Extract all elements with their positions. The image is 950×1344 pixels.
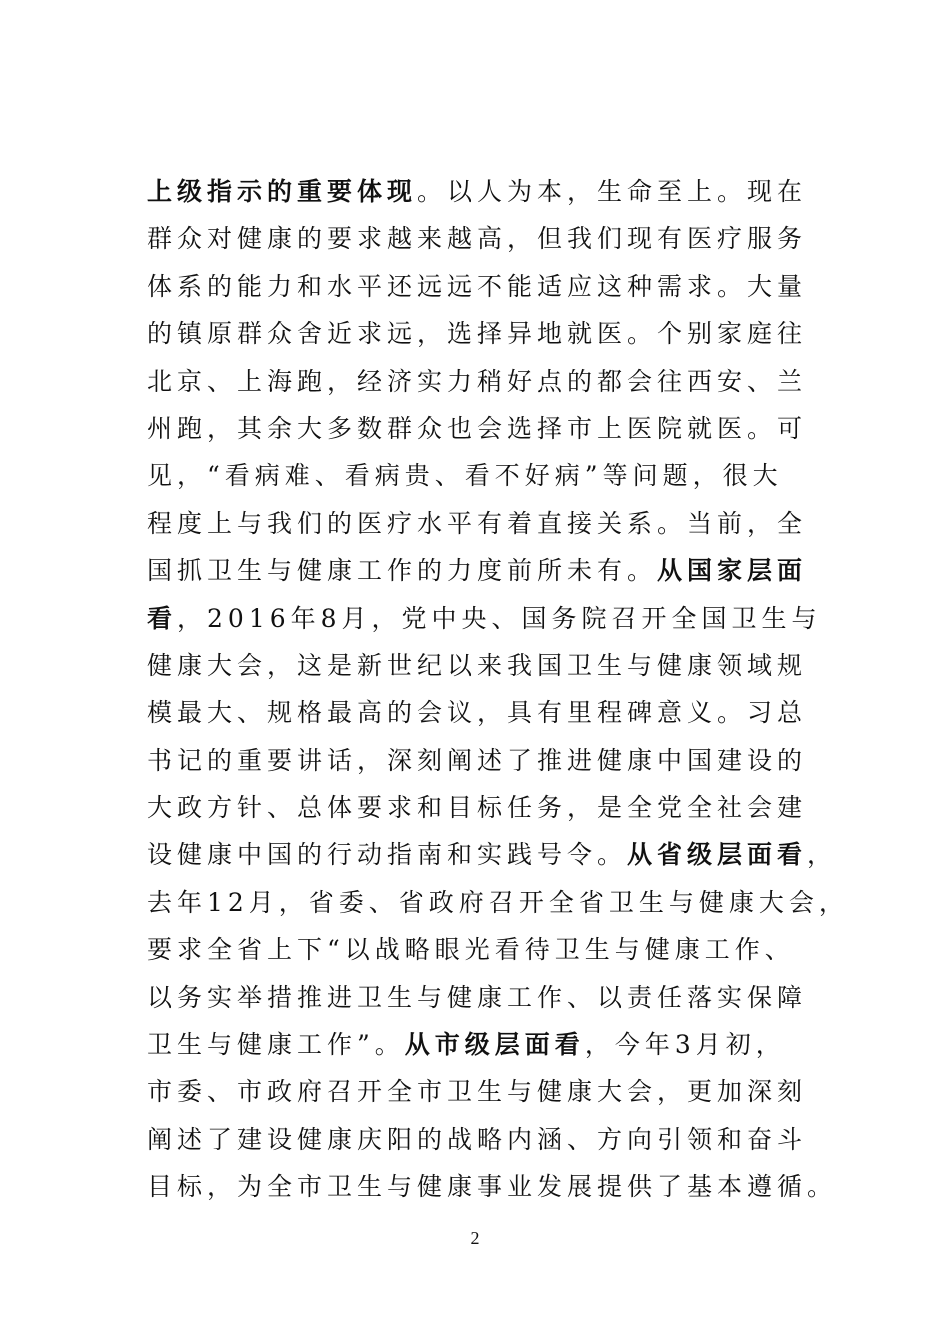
text-run: 书记的重要讲话，深刻阐述了推进健康中国建设的 <box>147 745 808 775</box>
text-line <box>147 547 847 594</box>
text-run: 的镇原群众舍近求远，选择异地就医。个别家庭往 <box>147 319 808 349</box>
text-line <box>147 405 847 452</box>
text-line <box>147 595 847 642</box>
body-paragraph <box>147 168 847 1211</box>
bold-text-run: 上级指示的重要体现 <box>147 177 418 206</box>
text-line <box>147 215 847 262</box>
text-run: 健康大会，这是新世纪以来我国卫生与健康领域规 <box>147 650 808 680</box>
text-line <box>147 1163 847 1210</box>
text-run: 目标，为全市卫生与健康事业发展提供了基本遵循。 <box>147 1172 838 1202</box>
text-line <box>147 168 847 215</box>
text-line <box>147 974 847 1021</box>
text-line <box>147 1116 847 1163</box>
text-run: 设健康中国的行动指南和实践号令。 <box>147 840 628 870</box>
text-run: 体系的能力和水平还远远不能适应这种需求。大量 <box>147 271 808 301</box>
text-run: ， <box>807 840 838 870</box>
text-line <box>147 926 847 973</box>
bold-text-run: 从国家层面 <box>657 556 808 586</box>
text-line <box>147 500 847 547</box>
text-run: 卫生与健康工作”。 <box>147 1030 405 1060</box>
bold-text-run: 从省级层面看 <box>627 840 808 870</box>
text-line <box>147 879 847 926</box>
text-line <box>147 1021 847 1068</box>
text-line <box>147 310 847 357</box>
text-run: 模最大、规格最高的会议，具有里程碑意义。习总 <box>147 698 808 728</box>
text-run: ，2016年8月，党中央、国务院召开全国卫生与 <box>177 603 822 633</box>
text-run: 。以人为本，生命至上。现在 <box>417 177 808 206</box>
page-number: 2 <box>470 1228 480 1248</box>
bold-text-run: 从市级层面看 <box>404 1030 585 1060</box>
text-run: 要求全省上下“以战略眼光看待卫生与健康工作、 <box>147 935 795 965</box>
text-run: 国抓卫生与健康工作的力度前所未有。 <box>147 556 658 586</box>
bold-text-run: 看 <box>147 603 178 633</box>
text-run: 大政方针、总体要求和目标任务，是全党全社会建 <box>147 793 808 823</box>
text-run: 市委、市政府召开全市卫生与健康大会，更加深刻 <box>147 1077 808 1107</box>
text-line <box>147 784 847 831</box>
text-line <box>147 689 847 736</box>
text-line <box>147 452 847 499</box>
text-run: 去年12月，省委、省政府召开全省卫生与健康大会， <box>147 887 849 917</box>
text-run: ，今年3月初， <box>584 1030 786 1060</box>
text-line <box>147 737 847 784</box>
text-line <box>147 358 847 405</box>
text-run: 以务实举措推进卫生与健康工作、以责任落实保障 <box>147 982 808 1012</box>
text-run: 见，“看病难、看病贵、看不好病”等问题，很大 <box>147 461 783 491</box>
text-line <box>147 642 847 689</box>
text-run: 程度上与我们的医疗水平有着直接关系。当前，全 <box>147 508 808 538</box>
text-run: 阐述了建设健康庆阳的战略内涵、方向引领和奋斗 <box>147 1124 808 1154</box>
text-line <box>147 1068 847 1115</box>
text-run: 州跑，其余大多数群众也会选择市上医院就医。可 <box>147 413 808 443</box>
text-run: 群众对健康的要求越来越高，但我们现有医疗服务 <box>147 224 808 254</box>
text-line <box>147 831 847 878</box>
text-line <box>147 263 847 310</box>
text-run: 北京、上海跑，经济实力稍好点的都会往西安、兰 <box>147 366 808 396</box>
